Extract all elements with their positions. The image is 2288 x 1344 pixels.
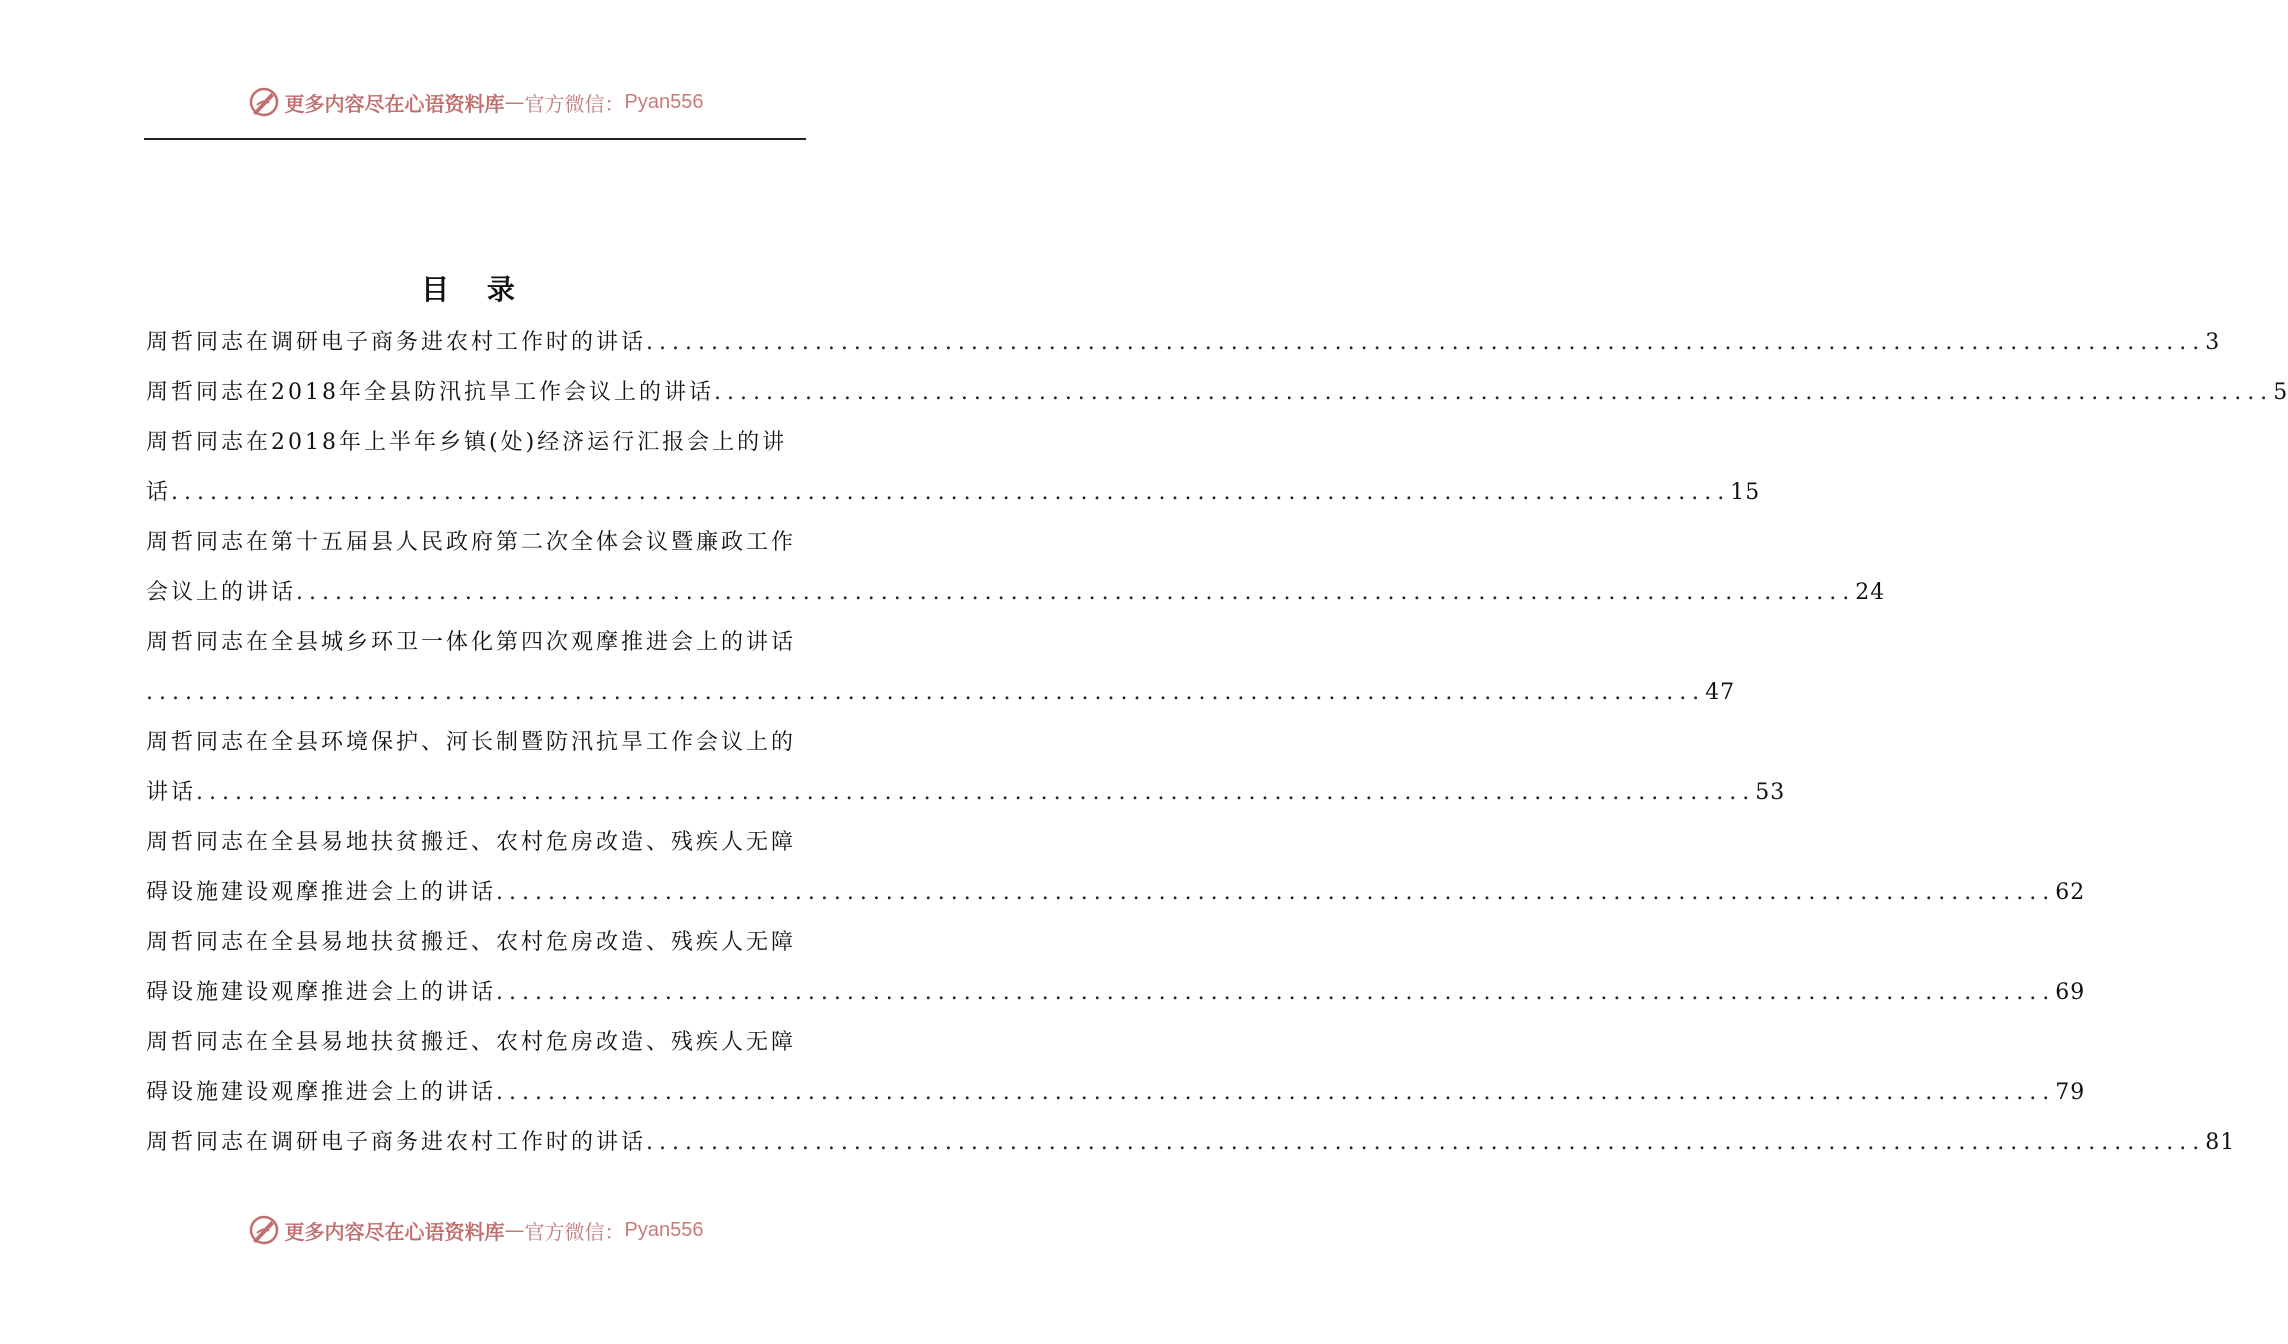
- toc-entry-title-tail: 碍设施建设观摩推进会上的讲话: [146, 1080, 497, 1105]
- toc-entry-title-tail: 周哲同志在2018年全县防汛抗旱工作会议上的讲话: [146, 380, 714, 405]
- toc-dot-leader: ........................................................................................................................: [646, 1130, 2206, 1155]
- toc-entry-title-line: 周哲同志在全县环境保护、河长制暨防汛抗旱工作会议上的: [146, 730, 797, 755]
- toc-entry[interactable]: [146, 718, 1786, 818]
- header-separator: —: [504, 90, 525, 114]
- toc-entry-title-tail: 会议上的讲话: [146, 580, 297, 605]
- toc-page-number: 53: [1755, 780, 1786, 805]
- toc-dot-leader: ........................................................................................................................: [196, 780, 1756, 805]
- toc-entry-title-line: 周哲同志在全县易地扶贫搬迁、农村危房改造、残疾人无障: [146, 1030, 797, 1055]
- toc-entry-last-line: [146, 468, 1761, 518]
- toc-entry[interactable]: [146, 318, 2221, 368]
- toc-page-number: 62: [2055, 880, 2086, 905]
- toc-entry-last-line: [146, 768, 1786, 818]
- toc-entry-title-tail: 讲话: [146, 780, 197, 805]
- footer-wechat-id: Pyan556: [624, 1218, 704, 1241]
- toc-page-number: 15: [1730, 480, 1761, 505]
- header-banner: [0, 82, 950, 122]
- toc-entry[interactable]: [146, 818, 2086, 918]
- toc-entry-last-line: [146, 668, 1736, 718]
- header-rule: [144, 138, 806, 140]
- toc-entry-last-line: [146, 318, 2221, 368]
- toc-entry[interactable]: [146, 368, 2288, 418]
- toc-entry-title-tail: 话: [146, 480, 172, 505]
- footer-brand-text: 更多内容尽在心语资料库: [284, 1219, 505, 1244]
- toc-entry-last-line: [146, 968, 2086, 1018]
- toc-dot-leader: ........................................................................................................................: [714, 380, 2274, 405]
- toc-page-number: 69: [2055, 980, 2086, 1005]
- pen-logo-icon: [247, 1213, 281, 1247]
- toc-entry-title-line: 周哲同志在全县易地扶贫搬迁、农村危房改造、残疾人无障: [146, 930, 797, 955]
- toc-entry-title-line: 周哲同志在第十五届县人民政府第二次全体会议暨廉政工作: [146, 530, 797, 555]
- toc-entry-title-tail: 周哲同志在调研电子商务进农村工作时的讲话: [146, 1130, 647, 1155]
- header-wechat-label: 官方微信：: [524, 91, 625, 116]
- toc-entry-title-tail: 周哲同志在调研电子商务进农村工作时的讲话: [146, 330, 647, 355]
- footer-separator: —: [504, 1218, 525, 1242]
- toc-entry-title-tail: 碍设施建设观摩推进会上的讲话: [146, 880, 497, 905]
- toc-entry[interactable]: [146, 1018, 2086, 1118]
- toc-page-number: 3: [2205, 330, 2221, 355]
- toc-entry-last-line: [146, 1118, 2236, 1168]
- toc-entry-title-line: 周哲同志在全县易地扶贫搬迁、农村危房改造、残疾人无障: [146, 830, 797, 855]
- toc-entry[interactable]: [146, 418, 1761, 518]
- toc-entry-title-tail: 碍设施建设观摩推进会上的讲话: [146, 980, 497, 1005]
- toc-page-number: 5: [2273, 380, 2288, 405]
- toc-dot-leader: ........................................................................................................................: [171, 480, 1731, 505]
- toc-dot-leader: ........................................................................................................................: [146, 680, 1706, 705]
- toc-dot-leader: ........................................................................................................................: [296, 580, 1856, 605]
- toc-dot-leader: ........................................................................................................................: [496, 880, 2056, 905]
- toc-entry[interactable]: [146, 518, 1886, 618]
- pen-logo-icon: [247, 85, 281, 119]
- header-wechat-id: Pyan556: [624, 90, 704, 113]
- toc-entry[interactable]: [146, 918, 2086, 1018]
- toc-entry-last-line: [146, 1068, 2086, 1118]
- header-brand-text: 更多内容尽在心语资料库: [284, 91, 505, 116]
- toc-entry-last-line: [146, 368, 2288, 418]
- toc-entry-title-line: 周哲同志在全县城乡环卫一体化第四次观摩推进会上的讲话: [146, 630, 797, 655]
- toc-dot-leader: ........................................................................................................................: [646, 330, 2206, 355]
- toc-entry[interactable]: [146, 1118, 2236, 1168]
- toc-page-number: 81: [2205, 1130, 2236, 1155]
- toc-dot-leader: ........................................................................................................................: [496, 1080, 2056, 1105]
- toc-page-number: 79: [2055, 1080, 2086, 1105]
- toc-entry-last-line: [146, 568, 1886, 618]
- footer-banner: [0, 1210, 950, 1250]
- toc-entry-title-line: 周哲同志在2018年上半年乡镇(处)经济运行汇报会上的讲: [146, 430, 788, 455]
- toc-page-number: 47: [1705, 680, 1736, 705]
- toc-entry[interactable]: [146, 618, 1736, 718]
- toc-title: 目 录: [421, 273, 529, 306]
- footer-wechat-label: 官方微信：: [524, 1219, 625, 1244]
- toc-entry-last-line: [146, 868, 2086, 918]
- toc-dot-leader: ........................................................................................................................: [496, 980, 2056, 1005]
- toc-list: [146, 318, 2288, 1168]
- toc-page-number: 24: [1855, 580, 1886, 605]
